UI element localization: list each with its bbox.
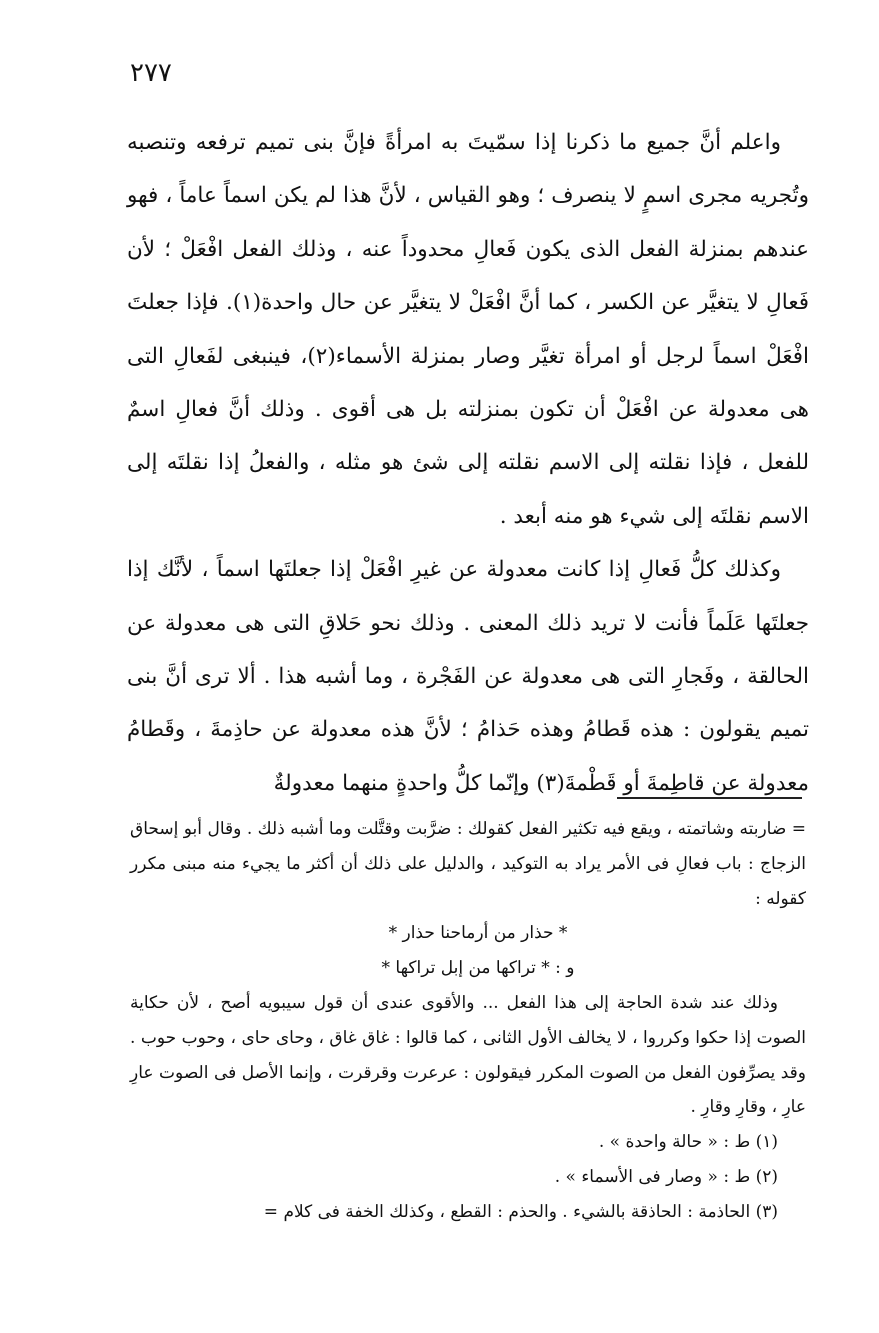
footnote-1: (١) ط : « حالة واحدة » . xyxy=(598,1132,778,1153)
footnotes xyxy=(130,812,806,1230)
footnote-paragraph: وذلك عند شدة الحاجة إلى هذا الفعل ... والأقوى عندى أن قول سيبويه أصح ، لأن حكاية الصوت إذا حكوا وكرروا ، لا يخالف الأول الثانى ، كما قالوا : غاق غاق ، وحاى حاى ، وحوب حوب . وقد يصرِّفون الفعل من الصوت المكرر فيقولون : عرعرت وقرقرت ، وإنما الأصل فى الصوت عارِ عارِ ، وقارِ وقارِ . xyxy=(130,992,806,1118)
page-number: ٢٧٧ xyxy=(130,58,172,88)
footnote-3: (٣) الحاذمة : الحاذقة بالشيء . والحذم : القطع ، وكذلك الخفة فى كلام = xyxy=(263,1201,778,1222)
footnote-verse-2: و : * تراكها من إبل تراكها * xyxy=(381,958,575,979)
footnote-continued-text: = ضاربته وشاتمته ، ويقع فيه تكثير الفعل كقولك : ضرَّبت وقتَّلت وما أشبه ذلك . وقال أبو إسحاق الزجاج : باب فعالِ فى الأمر يراد به التوكيد ، والدليل على ذلك أن أكثر ما يجيء منه مبنى مكرر كقوله : xyxy=(130,819,806,909)
main-text xyxy=(127,116,809,810)
footnote-2: (٢) ط : « وصار فى الأسماء » . xyxy=(554,1166,778,1187)
main-paragraph-2: وكذلك كلُّ فَعالِ إذا كانت معدولة عن غيرِ افْعَلْ إذا جعلتَها اسماً ، لأنَّك إذا جعلتَها عَلَماً فأنت لا تريد ذلك المعنى . وذلك نحو حَلاقِ التى هى معدولة عن الحالقة ، وفَجارِ التى هى معدولة عن الفَجْرة ، وما أشبه هذا . ألا ترى أنَّ بنى تميم يقولون : هذه قَطامُ وهذه حَذامُ ؛ لأنَّ هذه معدولة عن حاذِمةَ ، وقَطامُ معدولة عن قاطِمةَ أو قَطْمةَ(٣) وإنّما كلُّ واحدةٍ منهما معدولةٌ xyxy=(127,557,809,796)
footnote-verse-1: * حذار من أرماحنا حذار * xyxy=(388,923,568,944)
footnote-divider xyxy=(617,797,802,799)
main-paragraph-1: واعلم أنَّ جميع ما ذكرنا إذا سمّيتَ به امرأةً فإنَّ بنى تميم ترفعه وتنصبه وتُجريه مجرى اسمٍ لا ينصرف ؛ وهو القياس ، لأنَّ هذا لم يكن اسماً عاماً ، فهو عندهم بمنزلة الفعل الذى يكون فَعالِ محدوداً عنه ، وذلك الفعل افْعَلْ ؛ لأن فَعالِ لا يتغيَّر عن الكسر ، كما أنَّ افْعَلْ لا يتغيَّر عن حال واحدة(١). فإذا جعلتَ افْعَلْ اسماً لرجل أو امرأة تغيَّر وصار بمنزلة الأسماء(٢)، فينبغى لفَعالِ التى هى معدولة عن افْعَلْ أن تكون بمنزلته بل هى أقوى . وذلك أنَّ فعالِ اسمٌ للفعل ، فإذا نقلته إلى الاسم نقلته إلى شئ هو مثله ، والفعلُ إذا نقلتَه إلى الاسم نقلتَه إلى شيء هو منه أبعد . xyxy=(127,130,809,529)
